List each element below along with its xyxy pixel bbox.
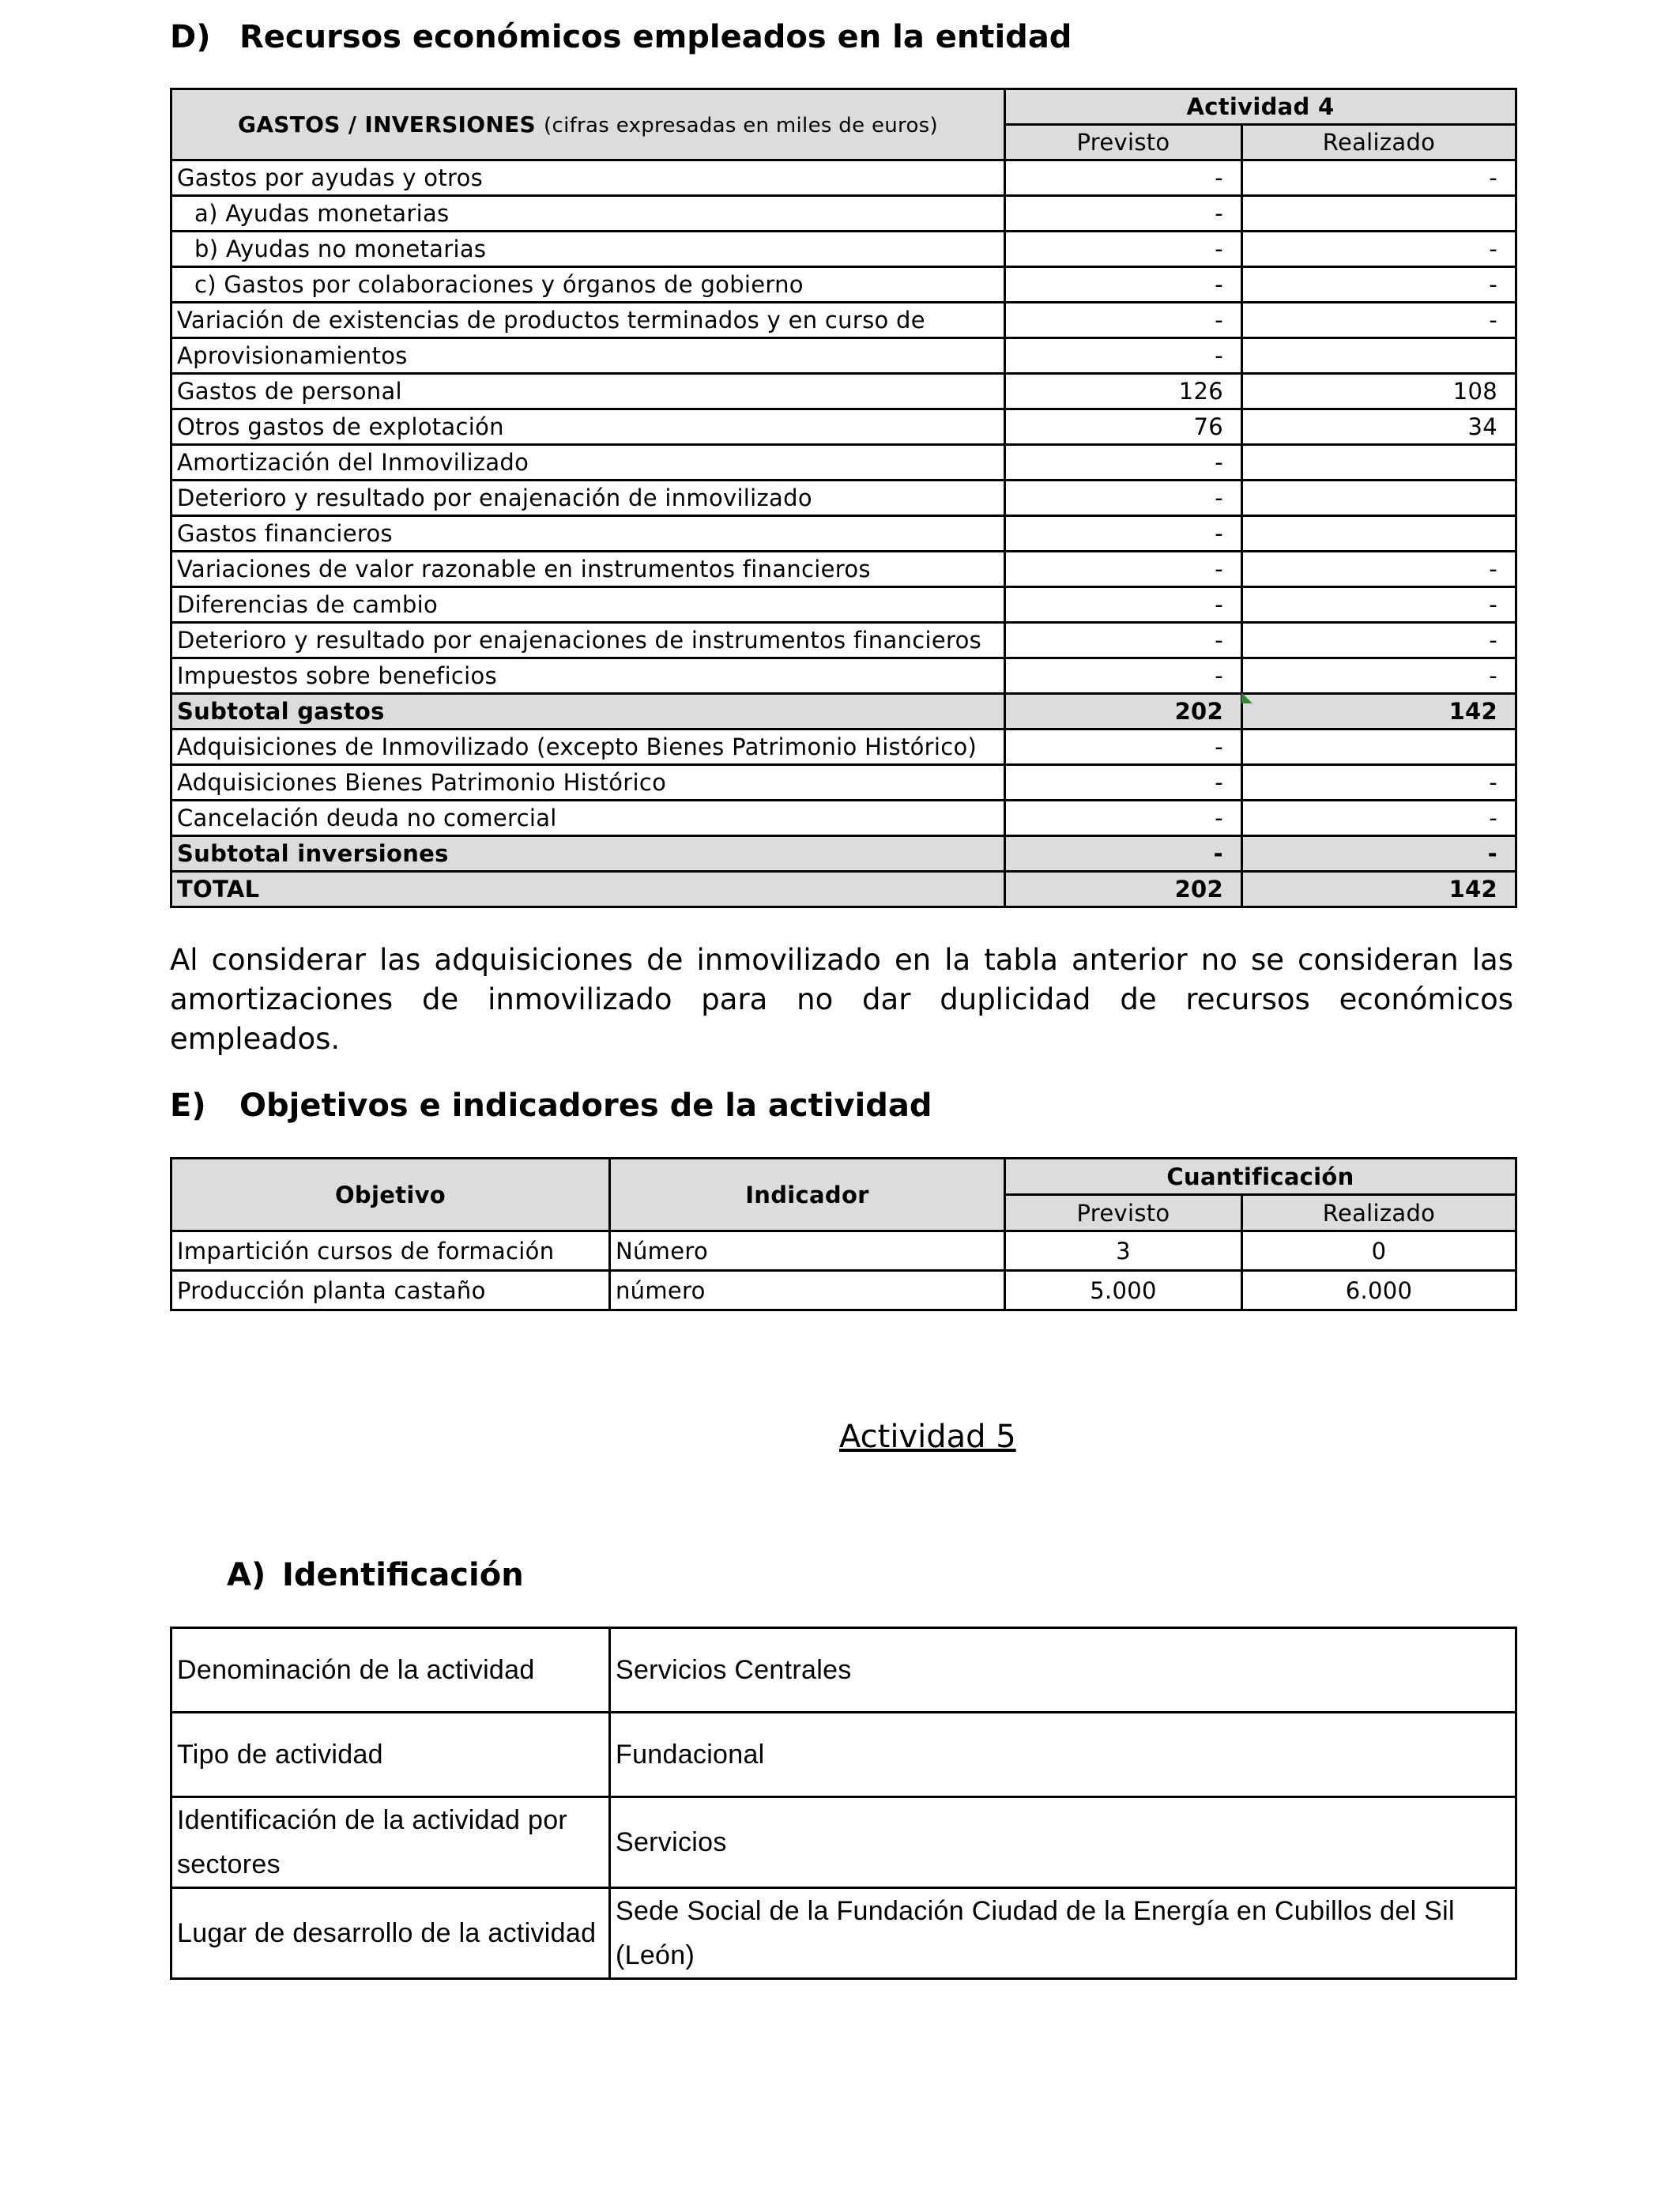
ident-row-key: Identificación de la actividad por sectores [171,1797,610,1888]
gastos-row-realizado [1242,445,1516,481]
ident-row-key: Tipo de actividad [171,1713,610,1797]
objetivo-row-realizado: 0 [1242,1231,1516,1271]
gastos-row-previsto: 202 [1005,694,1242,729]
gastos-row-previsto: - [1005,765,1242,801]
gastos-row-previsto: - [1005,196,1242,232]
objetivo-row-previsto: 3 [1005,1231,1242,1271]
gastos-row-previsto: - [1005,801,1242,836]
gastos-row-label: Cancelación deuda no comercial [171,801,1005,836]
gastos-row [171,409,1516,445]
gastos-row-previsto: - [1005,836,1242,872]
gastos-row-realizado: - [1242,232,1516,267]
note-paragraph: Al considerar las adquisiciones de inmovilizado en la tabla anterior no se consideran las amortizaciones de inmovilizado para no dar duplicidad de recursos económicos empleados. [170,943,1513,1056]
gastos-row-realizado: 34 [1242,409,1516,445]
gastos-row-label: a) Ayudas monetarias [171,196,1005,232]
gastos-row-realizado: 108 [1242,374,1516,409]
gastos-row-label: Variación de existencias de productos terminados y en curso de [171,303,1005,338]
gastos-row-label: Amortización del Inmovilizado [171,445,1005,481]
gastos-row-realizado: - [1242,836,1516,872]
gastos-row-label: Deterioro y resultado por enajenación de inmovilizado [171,481,1005,516]
gastos-row-realizado: 142 [1242,872,1516,907]
gastos-row [171,836,1516,872]
gastos-row-previsto: 126 [1005,374,1242,409]
gastos-row-label: c) Gastos por colaboraciones y órganos de gobierno [171,267,1005,303]
objetivo-row [171,1231,1516,1271]
gastos-row-label: Subtotal inversiones [171,836,1005,872]
gastos-row-label: b) Ayudas no monetarias [171,232,1005,267]
section-e-label: E) [170,1088,206,1124]
gastos-header-main: GASTOS / INVERSIONES [238,111,536,138]
gastos-row-previsto: - [1005,552,1242,587]
gastos-row [171,303,1516,338]
section-a-label: A) [227,1557,266,1593]
gastos-row [171,516,1516,552]
gastos-row-realizado [1242,729,1516,765]
gastos-row [171,232,1516,267]
gastos-row-previsto: - [1005,587,1242,623]
gastos-row-realizado: - [1242,658,1516,694]
gastos-row [171,765,1516,801]
objetivo-header: Objetivo [171,1159,610,1231]
gastos-row-previsto: - [1005,338,1242,374]
section-d-label: D) [170,19,211,55]
gastos-row-realizado: - [1242,267,1516,303]
gastos-row [171,552,1516,587]
gastos-row-realizado [1242,481,1516,516]
section-a-title: Identificación [282,1557,524,1593]
gastos-row-realizado [1242,196,1516,232]
identificacion-table [170,1627,1517,1980]
gastos-row [171,445,1516,481]
gastos-row [171,694,1516,729]
gastos-row-label: Variaciones de valor razonable en instrumentos financieros [171,552,1005,587]
gastos-row-label: Adquisiciones Bienes Patrimonio Histórico [171,765,1005,801]
gastos-row-label: Otros gastos de explotación [171,409,1005,445]
objetivo-row-objetivo: Impartición cursos de formación [171,1231,610,1271]
section-d-heading [170,19,1072,55]
gastos-row-previsto: - [1005,481,1242,516]
gastos-row-previsto: - [1005,623,1242,658]
gastos-row-label: Subtotal gastos [171,694,1005,729]
gastos-row-realizado: - [1242,160,1516,196]
cuantificacion-header: Cuantificación [1005,1159,1516,1195]
gastos-row-label: Gastos por ayudas y otros [171,160,1005,196]
gastos-row-previsto: - [1005,516,1242,552]
objetivo-row-realizado: 6.000 [1242,1271,1516,1310]
gastos-row [171,267,1516,303]
gastos-row-previsto: 202 [1005,872,1242,907]
objetivo-row-indicador: número [610,1271,1005,1310]
gastos-row-realizado [1242,516,1516,552]
gastos-row-label: Adquisiciones de Inmovilizado (excepto Bienes Patrimonio Histórico) [171,729,1005,765]
gastos-row-previsto: - [1005,729,1242,765]
objetivos-header-row [171,1159,1516,1195]
gastos-row [171,160,1516,196]
gastos-row-realizado: - [1242,801,1516,836]
section-d-title: Recursos económicos empleados en la entidad [239,19,1072,55]
gastos-row [171,338,1516,374]
gastos-row-realizado: 142 [1242,694,1516,729]
gastos-row-label: Deterioro y resultado por enajenaciones de instrumentos financieros [171,623,1005,658]
gastos-row-previsto: - [1005,445,1242,481]
ident-row [171,1797,1516,1888]
gastos-row [171,872,1516,907]
gastos-row [171,196,1516,232]
objetivo-row-previsto: 5.000 [1005,1271,1242,1310]
gastos-row-label: TOTAL [171,872,1005,907]
gastos-row-label: Gastos financieros [171,516,1005,552]
gastos-row [171,658,1516,694]
previsto-header: Previsto [1005,125,1242,160]
indicador-header: Indicador [610,1159,1005,1231]
gastos-row-realizado: - [1242,303,1516,338]
gastos-row-label: Diferencias de cambio [171,587,1005,623]
gastos-row [171,374,1516,409]
gastos-row-label: Impuestos sobre beneficios [171,658,1005,694]
obj-realizado-header: Realizado [1242,1195,1516,1231]
ident-row-value: Fundacional [610,1713,1516,1797]
gastos-row-previsto: - [1005,658,1242,694]
gastos-row-previsto: - [1005,232,1242,267]
objetivo-row-indicador: Número [610,1231,1005,1271]
cell-comment-marker [1241,692,1252,703]
gastos-row-realizado: - [1242,587,1516,623]
gastos-inversiones-table [170,88,1517,908]
section-e-title: Objetivos e indicadores de la actividad [239,1088,932,1124]
ident-row-value: Servicios [610,1797,1516,1888]
gastos-row-realizado: - [1242,765,1516,801]
ident-row-key: Denominación de la actividad [171,1628,610,1713]
gastos-header-note: (cifras expresadas en miles de euros) [544,114,938,138]
section-a-heading [227,1557,524,1593]
gastos-row-previsto: - [1005,160,1242,196]
gastos-row [171,729,1516,765]
gastos-header-cell [171,89,1005,160]
objetivos-table [170,1157,1517,1311]
gastos-row-previsto: 76 [1005,409,1242,445]
gastos-row-label: Aprovisionamientos [171,338,1005,374]
activity-5-title: Actividad 5 [839,1419,1016,1455]
ident-row-value: Sede Social de la Fundación Ciudad de la Energía en Cubillos del Sil (León) [610,1888,1516,1979]
gastos-row-realizado: - [1242,552,1516,587]
gastos-row-previsto: - [1005,267,1242,303]
gastos-row [171,587,1516,623]
ident-row [171,1713,1516,1797]
objetivo-row-objetivo: Producción planta castaño [171,1271,610,1310]
gastos-row [171,481,1516,516]
objetivo-row [171,1271,1516,1310]
gastos-row [171,801,1516,836]
ident-row [171,1628,1516,1713]
gastos-row-realizado: - [1242,623,1516,658]
activity-header: Actividad 4 [1005,89,1516,125]
gastos-row [171,623,1516,658]
gastos-row-label: Gastos de personal [171,374,1005,409]
gastos-header-row [171,89,1516,125]
gastos-row-realizado [1242,338,1516,374]
gastos-row-previsto: - [1005,303,1242,338]
ident-row [171,1888,1516,1979]
ident-row-key: Lugar de desarrollo de la actividad [171,1888,610,1979]
ident-row-value: Servicios Centrales [610,1628,1516,1713]
realizado-header: Realizado [1242,125,1516,160]
section-e-heading [170,1088,932,1124]
obj-previsto-header: Previsto [1005,1195,1242,1231]
